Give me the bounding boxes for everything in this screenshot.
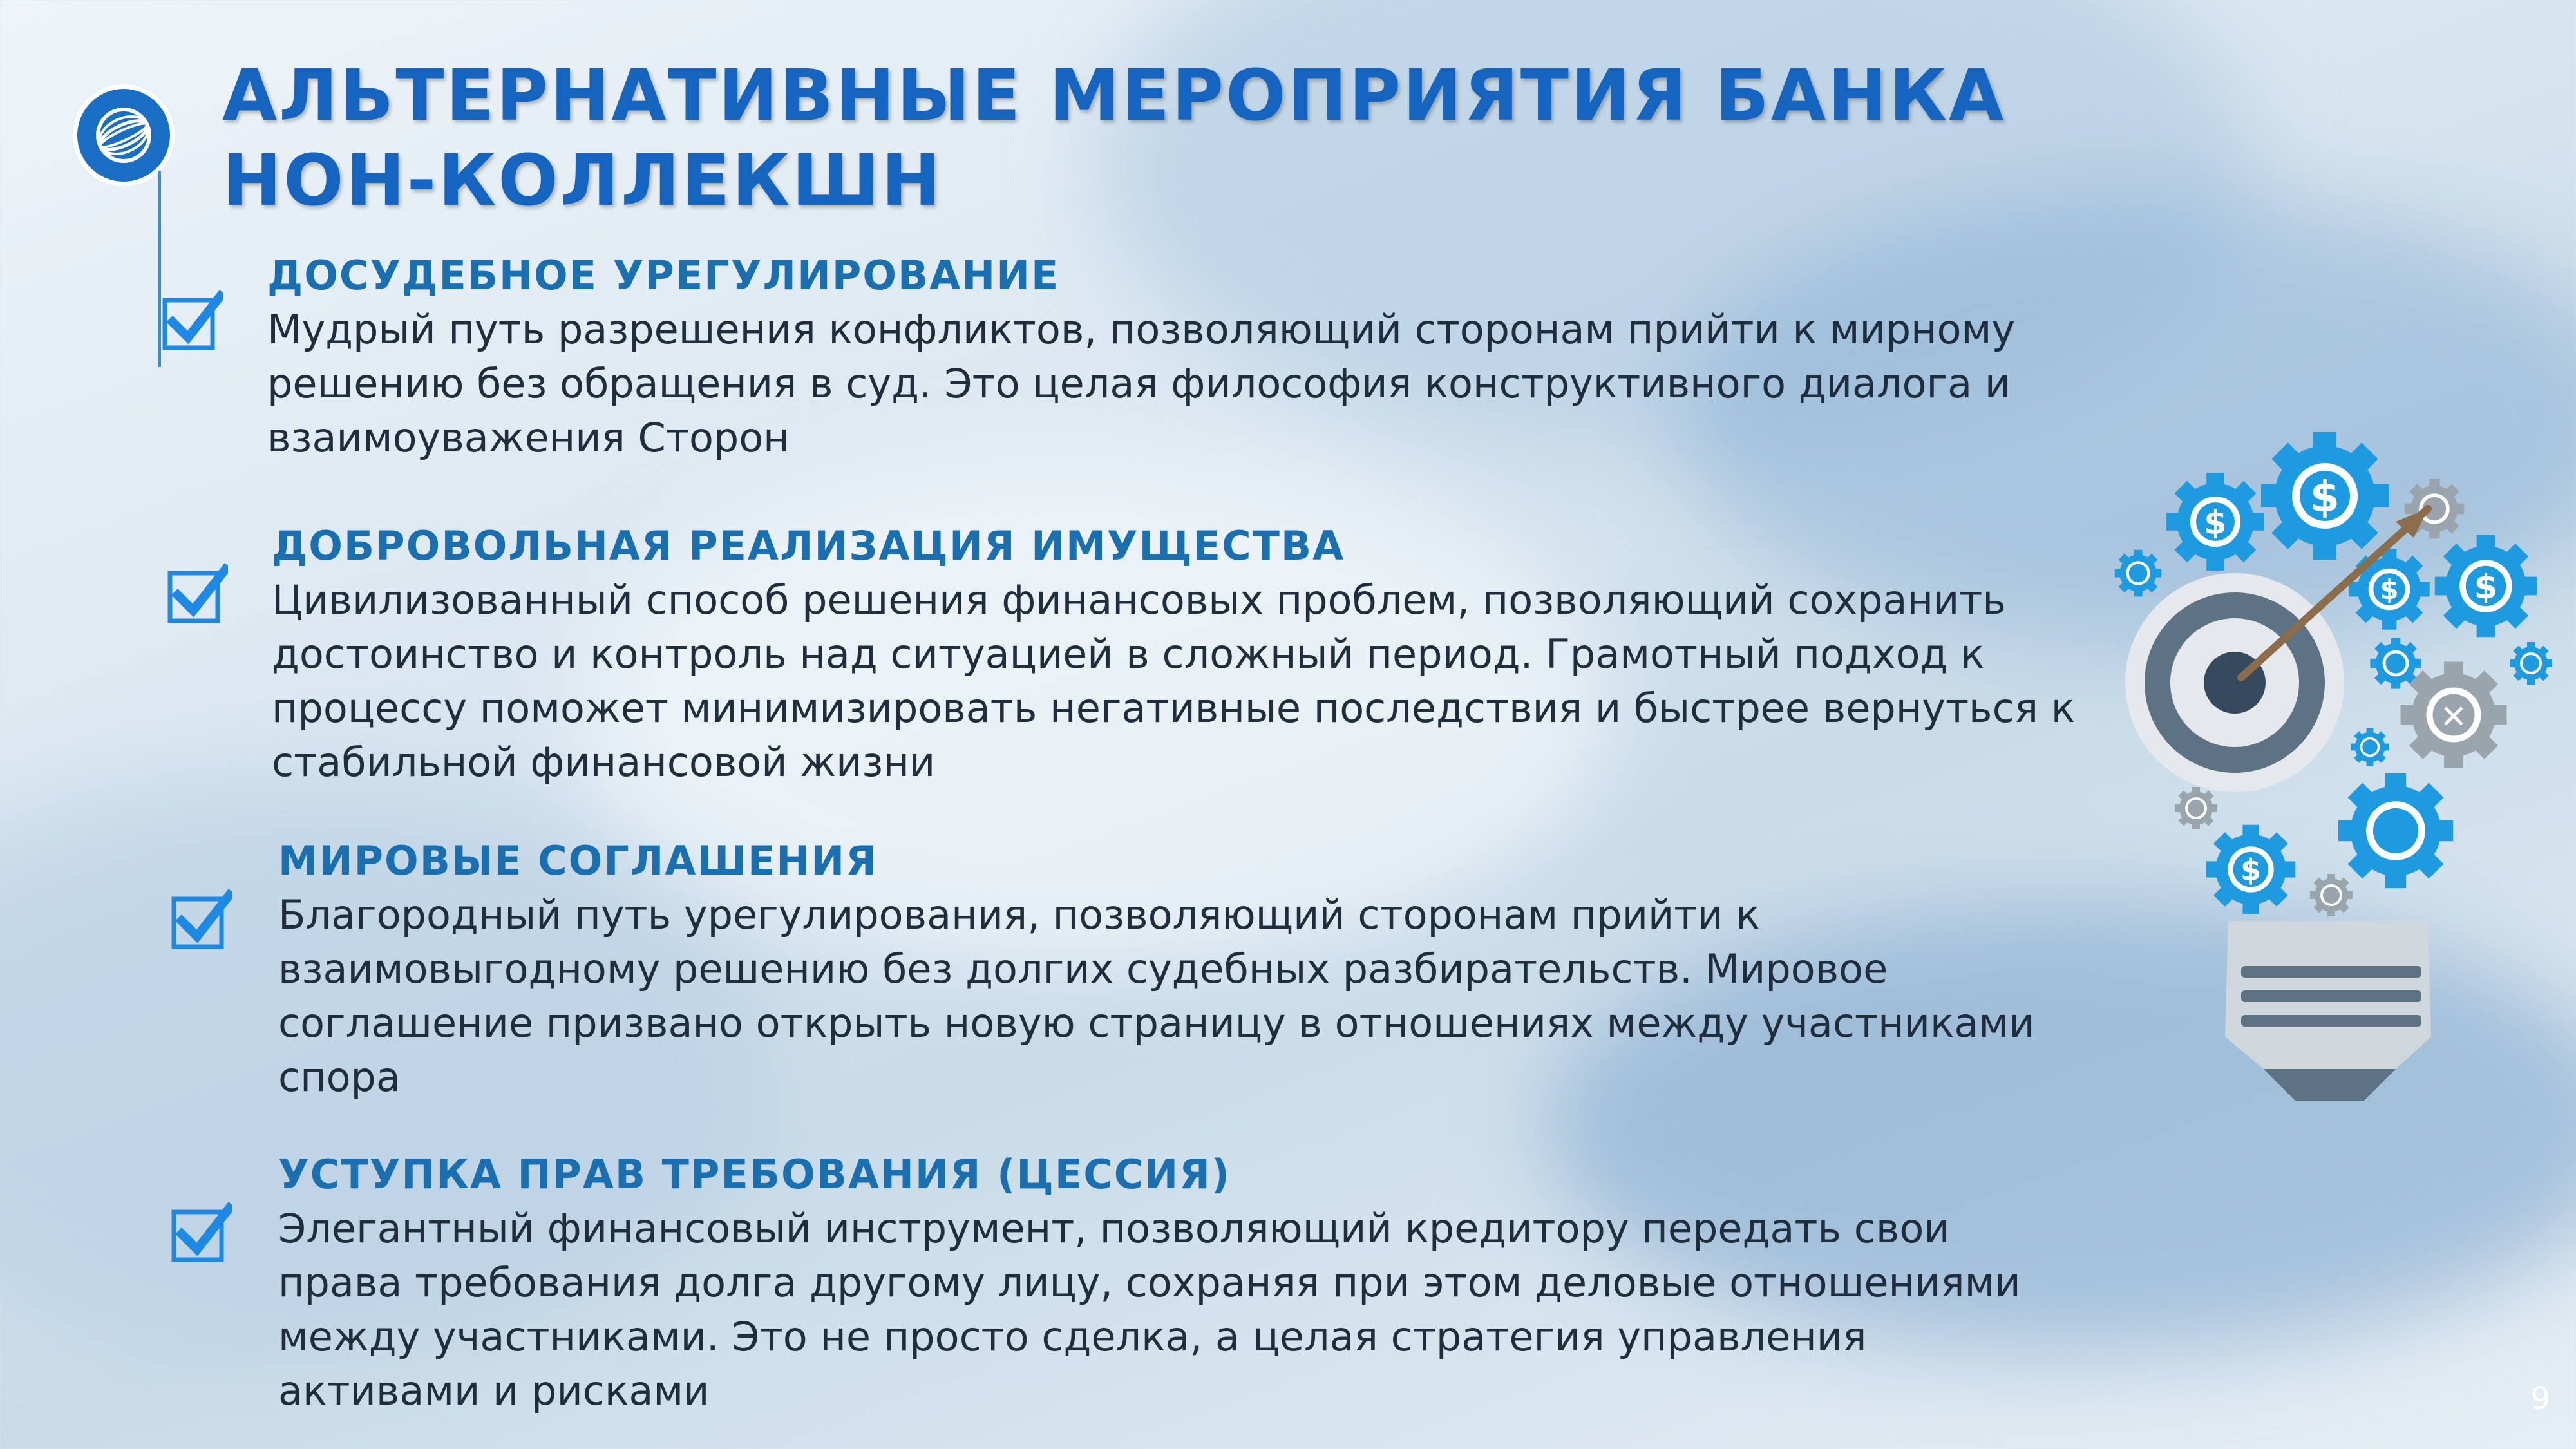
svg-text:$: $ [2240,852,2262,887]
text-line: решению без обращения в суд. Это целая философия конструктивного диалога и [267,360,2011,407]
section-cession [278,1149,2021,1418]
text-line: Благородный путь урегулирования, позволяющий сторонам прийти к [278,891,1760,938]
section-voluntary-sale [272,520,2075,790]
page-number: 9 [2530,1381,2550,1417]
svg-text:$: $ [2310,472,2340,522]
section-settlements [278,835,2034,1104]
text-line: достоинство и контроль над ситуацией в сложный период. Грамотный подход к [272,630,1985,677]
section-pretrial [267,250,2015,465]
section-text [278,888,2034,1104]
section-heading: МИРОВЫЕ СОГЛАШЕНИЯ [278,837,878,884]
svg-text:✕: ✕ [2440,698,2467,735]
title-line-1: АЛЬТЕРНАТИВНЫЕ МЕРОПРИЯТИЯ БАНКА [222,54,2006,137]
text-line: соглашение призвано открыть новую страницу в отношениях между участниками [278,999,2035,1046]
section-heading: УСТУПКА ПРАВ ТРЕБОВАНИЯ (ЦЕССИЯ) [278,1151,1231,1198]
title-line-2: НОН-КОЛЛЕКШН [222,139,943,222]
checkbox-checked-icon [161,290,223,352]
text-line: спора [278,1054,401,1101]
text-line: взаимоуважения Сторон [267,414,790,461]
text-line: Мудрый путь разрешения конфликтов, позволяющий сторонам прийти к мирному [267,306,2016,353]
text-line: процессу поможет минимизировать негативные последствия и быстрее вернуться к [272,685,2076,732]
section-text [278,1202,2021,1418]
gears-lightbulb-target-icon [2093,425,2576,1108]
section-text [267,303,2015,465]
text-line: Элегантный финансовый инструмент, позволяющий кредитору передать свои [278,1205,1950,1252]
text-line: взаимовыгодному решению без долгих судебных разбирательств. Мировое [278,945,1888,992]
section-text [272,573,2075,790]
text-line: между участниками. Это не просто сделка, а целая стратегия управления [278,1313,1867,1360]
section-heading: ДОБРОВОЛЬНАЯ РЕАЛИЗАЦИЯ ИМУЩЕСТВА [272,522,1345,569]
checkbox-checked-icon [170,889,232,951]
text-line: стабильной финансовой жизни [272,739,936,786]
section-heading: ДОСУДЕБНОЕ УРЕГУЛИРОВАНИЕ [267,252,1060,299]
page-title [222,53,2347,223]
text-line: активами и рисками [278,1367,710,1414]
svg-text:$: $ [2204,503,2227,542]
text-line: права требования долга другому лицу, сохраняя при этом деловые отношениями [278,1259,2021,1306]
svg-text:$: $ [2474,567,2498,607]
text-line: Цивилизованный способ решения финансовых проблем, позволяющий сохранить [272,576,2006,623]
checkbox-checked-icon [170,1202,232,1264]
checkbox-checked-icon [166,563,228,625]
svg-text:$: $ [2380,574,2399,606]
